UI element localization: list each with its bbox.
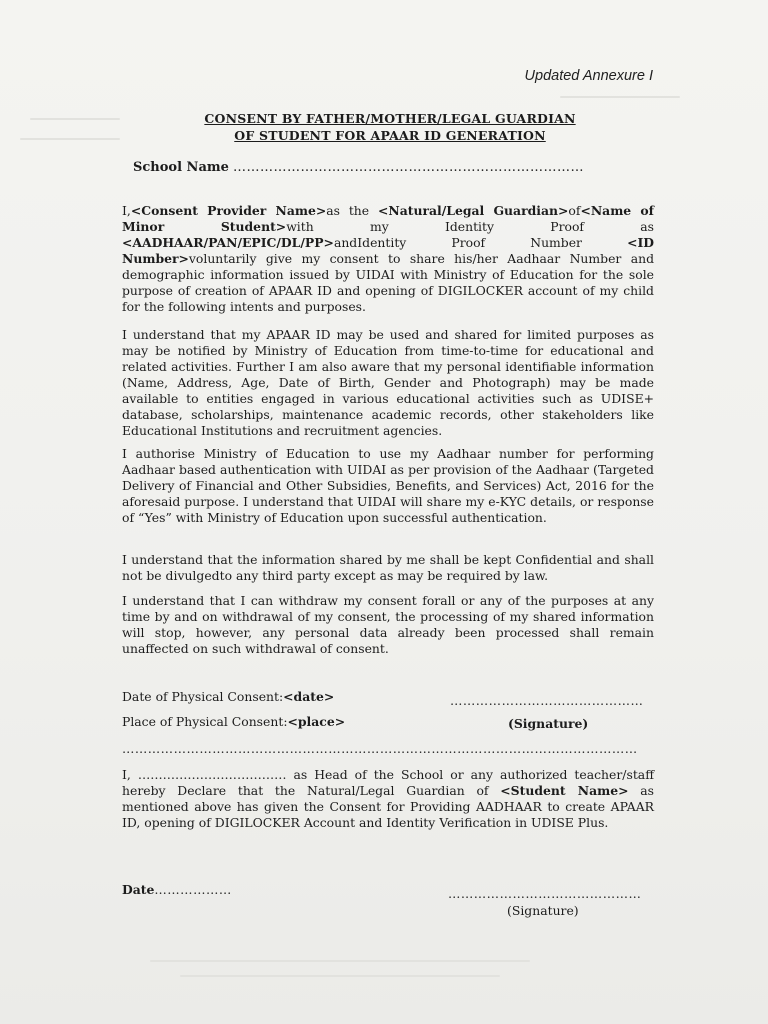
para1-text: of xyxy=(568,203,581,218)
declaration-text: I, ……………………………… as Head of the School or any authorized teacher/staff hereby Declare that the Natural/Legal Guardian of xyxy=(122,767,654,798)
para1-text: with my Identity Proof as xyxy=(286,219,654,234)
consent-date-row xyxy=(122,689,334,704)
id-type-placeholder: <AADHAAR/PAN/EPIC/DL/PP> xyxy=(122,235,334,250)
footer-signature-dots: ……………………………………… xyxy=(448,886,642,901)
consent-paragraph-1 xyxy=(122,203,654,315)
footer-date-dots: ……………… xyxy=(154,882,232,897)
guardian-type-placeholder: <Natural/Legal Guardian> xyxy=(377,203,569,218)
consent-paragraph-2: I understand that my APAAR ID may be used and shared for limited purposes as may be notified by Ministry of Education from time-to-time for educational and related activities. Further I am also aware that my personal identifiable information (Name, Address, Age, Date of Birth, Gender and Photograph) may be made available to entities engaged in various educational activities such as UDISE+ database, scholarships, maintenance academic records, other stakeholders like Educational Institutions and recruitment agencies. xyxy=(122,327,654,438)
title-line-1: CONSENT BY FATHER/MOTHER/LEGAL GUARDIAN xyxy=(204,111,576,126)
footer-date-label: Date xyxy=(122,882,155,897)
bleed-through-mark xyxy=(20,138,120,140)
id-number-placeholder: <ID Number> xyxy=(122,235,654,266)
consent-date-label: Date of Physical Consent: xyxy=(122,689,284,704)
minor-student-placeholder: <Name of Minor Student> xyxy=(122,203,655,234)
bleed-through-mark xyxy=(560,96,680,98)
annexure-label: Updated Annexure I xyxy=(524,68,653,84)
document-title xyxy=(120,110,660,144)
footer-date-row xyxy=(122,882,232,897)
para1-text: andIdentity Proof Number xyxy=(333,235,628,250)
consent-paragraph-5: I understand that I can withdraw my consent forall or any of the purposes at any time by and on withdrawal of my consent, the processing of my shared information will stop, however, any personal data already been processed shall remain unaffected on such withdrawal of consent. xyxy=(122,593,654,656)
student-name-placeholder: <Student Name> xyxy=(500,783,629,798)
consent-place-row xyxy=(122,714,345,729)
school-name-label: School Name xyxy=(133,160,229,175)
consent-place-value: <place> xyxy=(287,714,346,729)
para1-text: voluntarily give my consent to share his/her Aadhaar Number and demographic information issued by UIDAI with Ministry of Education for the sole purpose of creation of APAAR ID and opening of DIGILOCKER account of my child for the following intents and purposes. xyxy=(122,251,654,314)
consent-date-value: <date> xyxy=(283,689,335,704)
bleed-through-mark xyxy=(180,975,500,977)
consent-paragraph-3: I authorise Ministry of Education to use my Aadhaar number for performing Aadhaar based authentication with UIDAI as per provision of the Aadhaar (Targeted Delivery of Financial and Other Subsidies, Benefits, and Services) Act, 2016 for the aforesaid purpose. I understand that UIDAI will share my e-KYC details, or response of “Yes” with Ministry of Education upon successful authentication. xyxy=(122,446,654,525)
title-line-2: OF STUDENT FOR APAAR ID GENERATION xyxy=(234,128,546,143)
school-name-field xyxy=(133,160,584,175)
school-name-dots: …………………………………………………………………… xyxy=(233,160,585,175)
head-signature-label: (Signature) xyxy=(507,903,579,918)
para1-text: as the xyxy=(326,203,378,218)
signature-dots: ……………………………………… xyxy=(450,693,644,708)
consent-provider-placeholder: <Consent Provider Name> xyxy=(130,203,327,218)
guardian-signature-label: (Signature) xyxy=(508,716,589,731)
bleed-through-mark xyxy=(150,960,530,962)
head-declaration-paragraph xyxy=(122,767,654,831)
consent-paragraph-4: I understand that the information shared by me shall be kept Confidential and shall not be divulgedto any third party except as may be required by law. xyxy=(122,552,654,583)
declaration-text: as mentioned above has given the Consent for Providing AADHAAR to create APAAR ID, opening of DIGILOCKER Account and Identity Verification in UDISE Plus. xyxy=(122,783,654,830)
para1-text: I, xyxy=(122,203,131,218)
consent-place-label: Place of Physical Consent: xyxy=(122,714,288,729)
separator-dots: ………………………………………………………………………………………………………… xyxy=(122,741,638,756)
bleed-through-mark xyxy=(30,118,120,120)
